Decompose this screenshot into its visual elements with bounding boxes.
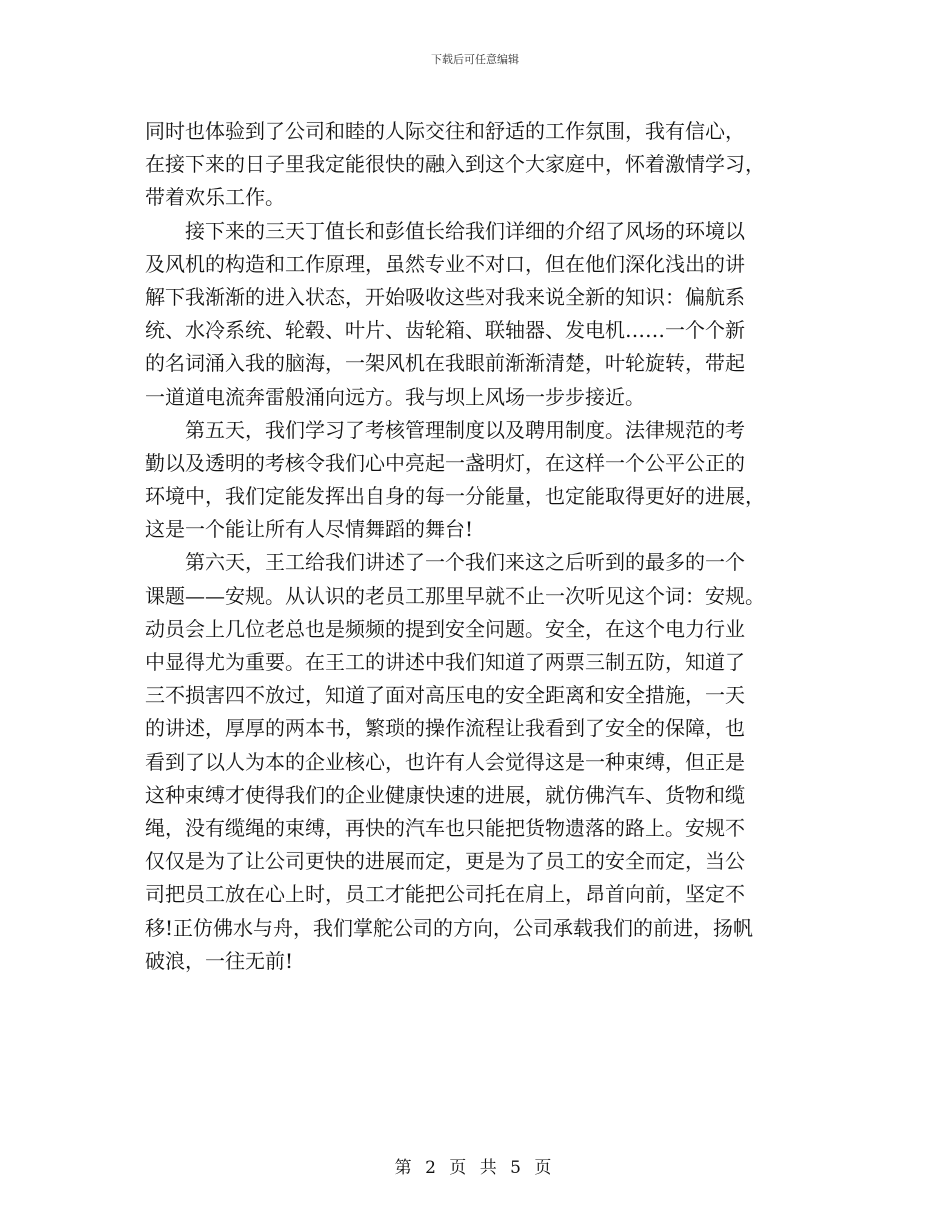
- text-line: 中显得尤为重要。在王工的讲述中我们知道了两票三制五防，知道了: [145, 650, 745, 674]
- text-line: 课题——安规。从认识的老员工那里早就不止一次听见这个词：安规。: [145, 583, 765, 608]
- text-line: 勤以及透明的考核令我们心中亮起一盏明灯，在这样一个公平公正的: [145, 450, 745, 475]
- text-line: 第六天，王工给我们讲述了一个我们来这之后听到的最多的一个: [145, 550, 745, 575]
- page-footer: 第 2 页 共 5 页: [394, 1158, 556, 1178]
- page-header: 下载后可任意编辑: [431, 53, 519, 66]
- text-line: 绳，没有缆绳的束缚，再快的汽车也只能把货物遗落的路上。安规不: [145, 815, 745, 840]
- text-line: 带着欢乐工作。: [145, 185, 285, 210]
- text-line: 破浪，一往无前!: [145, 948, 294, 973]
- text-line: 的名词涌入我的脑海，一架风机在我眼前渐渐清楚，叶轮旋转，带起: [145, 351, 745, 376]
- document-body: [145, 115, 815, 978]
- text-line: 动员会上几位老总也是频频的提到安全问题。安全，在这个电力行业: [145, 616, 745, 641]
- text-line: 同时也体验到了公司和睦的人际交往和舒适的工作氛围，我有信心，: [145, 119, 745, 143]
- text-line: 环境中，我们定能发挥出自身的每一分能量，也定能取得更好的进展，: [145, 484, 765, 509]
- text-line: 仅仅是为了让公司更快的进展而定，更是为了员工的安全而定，当公: [145, 849, 745, 874]
- text-line: 这是一个能让所有人尽情舞蹈的舞台!: [145, 517, 474, 542]
- text-line: 看到了以人为本的企业核心，也许有人会觉得这是一种束缚，但正是: [145, 749, 745, 774]
- text-line: 一道道电流奔雷般涌向远方。我与坝上风场一步步接近。: [145, 384, 645, 409]
- text-line: 统、水冷系统、轮毂、叶片、齿轮箱、联轴器、发电机……一个个新: [145, 318, 745, 343]
- text-line: 三不损害四不放过，知道了面对高压电的安全距离和安全措施，一天: [145, 683, 745, 708]
- text-line: 的讲述，厚厚的两本书，繁琐的操作流程让我看到了安全的保障，也: [145, 716, 745, 741]
- text-line: 移!正仿佛水与舟，我们掌舵公司的方向，公司承载我们的前进，扬帆: [145, 915, 754, 940]
- text-line: 司把员工放在心上时，员工才能把公司托在肩上，昂首向前，坚定不: [145, 882, 745, 907]
- text-line: 这种束缚才使得我们的企业健康快速的进展，就仿佛汽车、货物和缆: [145, 782, 745, 807]
- text-line: 及风机的构造和工作原理，虽然专业不对口，但在他们深化浅出的讲: [145, 251, 745, 276]
- text-line: 接下来的三天丁值长和彭值长给我们详细的介绍了风场的环境以: [145, 218, 745, 243]
- text-line: 第五天，我们学习了考核管理制度以及聘用制度。法律规范的考: [145, 417, 745, 442]
- text-line: 在接下来的日子里我定能很快的融入到这个大家庭中，怀着激情学习，: [145, 152, 765, 177]
- text-line: 解下我渐渐的进入状态，开始吸收这些对我来说全新的知识：偏航系: [145, 284, 745, 309]
